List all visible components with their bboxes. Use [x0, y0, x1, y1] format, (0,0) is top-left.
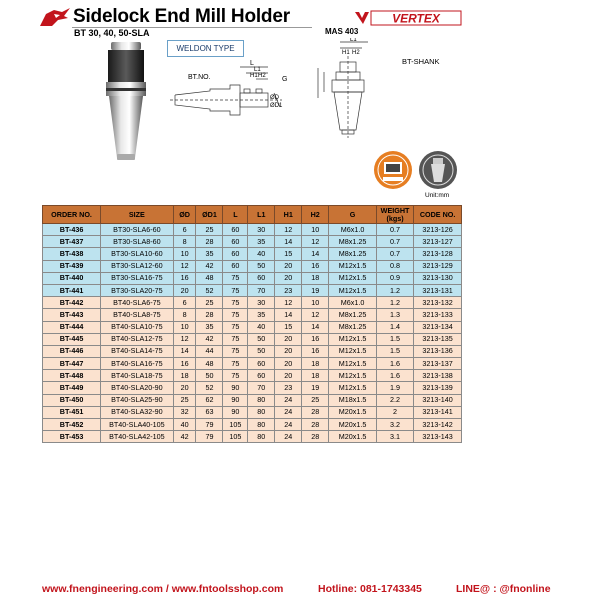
cell-od: 16: [173, 358, 196, 370]
unit-label: Unit:mm: [425, 192, 450, 199]
cell-h1: 15: [275, 248, 302, 260]
collet-unit-icon: [418, 150, 458, 190]
cell-g: M12x1.5: [329, 260, 377, 272]
cell-od: 10: [173, 248, 196, 260]
cell-l: 90: [223, 382, 248, 394]
table-row: [43, 272, 462, 284]
cell-h2: 18: [302, 272, 329, 284]
cell-order-no: BT-436: [43, 224, 101, 236]
cell-l: 75: [223, 345, 248, 357]
cell-h1: 20: [275, 358, 302, 370]
cell-h2: 19: [302, 284, 329, 296]
cell-od1: 35: [196, 321, 223, 333]
header-weight: WEIGHT (kgs): [376, 206, 413, 224]
page-subtitle: BT 30, 40, 50-SLA: [74, 28, 150, 38]
cell-code-no: 3213-137: [414, 358, 462, 370]
cell-code-no: 3213-135: [414, 333, 462, 345]
cell-weight: 0.9: [376, 272, 413, 284]
cell-l1: 35: [248, 236, 275, 248]
cell-size: BT40-SLA32-90: [101, 406, 174, 418]
cell-l: 60: [223, 248, 248, 260]
cell-order-no: BT-452: [43, 419, 101, 431]
table-row: [43, 236, 462, 248]
cell-h2: 16: [302, 333, 329, 345]
weldon-type-label: WELDON TYPE: [167, 40, 244, 57]
cell-od1: 79: [196, 431, 223, 443]
cell-order-no: BT-450: [43, 394, 101, 406]
cell-h2: 19: [302, 382, 329, 394]
header-g: G: [329, 206, 377, 224]
cell-od1: 25: [196, 297, 223, 309]
cell-g: M8x1.25: [329, 236, 377, 248]
cell-g: M6x1.0: [329, 224, 377, 236]
cell-weight: 1.2: [376, 284, 413, 296]
table-row: [43, 406, 462, 418]
cell-l: 90: [223, 394, 248, 406]
cell-l1: 30: [248, 224, 275, 236]
cell-h2: 12: [302, 236, 329, 248]
table-row: [43, 394, 462, 406]
cell-h2: 12: [302, 309, 329, 321]
cell-l: 75: [223, 272, 248, 284]
cell-h1: 15: [275, 321, 302, 333]
table-row: [43, 345, 462, 357]
cell-h2: 14: [302, 321, 329, 333]
cell-weight: 1.6: [376, 370, 413, 382]
header-h1: H1: [275, 206, 302, 224]
header-size: SIZE: [101, 206, 174, 224]
cell-h2: 10: [302, 224, 329, 236]
h1-label: H1: [250, 73, 258, 79]
h2-label: H2: [258, 73, 266, 79]
cell-od: 20: [173, 284, 196, 296]
cell-order-no: BT-442: [43, 297, 101, 309]
cell-od: 12: [173, 333, 196, 345]
cell-od1: 42: [196, 333, 223, 345]
cell-order-no: BT-444: [43, 321, 101, 333]
cell-l: 75: [223, 370, 248, 382]
table-row: [43, 297, 462, 309]
holder-photo: [95, 40, 170, 165]
table-row: [43, 309, 462, 321]
cell-l1: 70: [248, 382, 275, 394]
cell-weight: 1.9: [376, 382, 413, 394]
cell-od1: 28: [196, 309, 223, 321]
cell-od: 40: [173, 419, 196, 431]
cell-code-no: 3213-138: [414, 370, 462, 382]
bt-h2-label: H2: [352, 50, 360, 56]
cell-code-no: 3213-131: [414, 284, 462, 296]
cell-l1: 50: [248, 333, 275, 345]
cell-code-no: 3213-134: [414, 321, 462, 333]
cell-l1: 80: [248, 419, 275, 431]
weldon-section-drawing: [170, 55, 310, 145]
cell-size: BT40-SLA6-75: [101, 297, 174, 309]
cell-code-no: 3213-140: [414, 394, 462, 406]
bt-h1-label: H1: [342, 50, 350, 56]
cell-h1: 14: [275, 309, 302, 321]
cell-h2: 18: [302, 370, 329, 382]
header-l1: L1: [248, 206, 275, 224]
cell-l1: 60: [248, 272, 275, 284]
cell-od: 12: [173, 260, 196, 272]
cell-l1: 70: [248, 284, 275, 296]
cell-od: 25: [173, 394, 196, 406]
cell-g: M6x1.0: [329, 297, 377, 309]
table-row: [43, 358, 462, 370]
table-row: [43, 224, 462, 236]
cell-g: M20x1.5: [329, 406, 377, 418]
header-code-no: CODE NO.: [414, 206, 462, 224]
cell-size: BT30-SLA10-60: [101, 248, 174, 260]
cell-l1: 40: [248, 248, 275, 260]
od1-label: ØD1: [270, 103, 283, 109]
cell-od: 42: [173, 431, 196, 443]
cell-l1: 80: [248, 406, 275, 418]
cell-h1: 23: [275, 382, 302, 394]
cell-g: M8x1.25: [329, 309, 377, 321]
cell-g: M18x1.5: [329, 394, 377, 406]
cell-h1: 20: [275, 345, 302, 357]
table-header-row: [43, 206, 462, 224]
cell-code-no: 3213-139: [414, 382, 462, 394]
cell-weight: 2.2: [376, 394, 413, 406]
table-row: [43, 431, 462, 443]
table-row: [43, 382, 462, 394]
cell-h1: 24: [275, 419, 302, 431]
cell-h2: 10: [302, 297, 329, 309]
cell-g: M12x1.5: [329, 284, 377, 296]
cell-size: BT40-SLA20-90: [101, 382, 174, 394]
cell-code-no: 3213-136: [414, 345, 462, 357]
cell-l: 75: [223, 321, 248, 333]
cell-l1: 50: [248, 345, 275, 357]
cell-code-no: 3213-133: [414, 309, 462, 321]
cell-size: BT40-SLA10-75: [101, 321, 174, 333]
cell-l: 105: [223, 431, 248, 443]
cell-od1: 44: [196, 345, 223, 357]
cell-weight: 0.7: [376, 224, 413, 236]
cell-size: BT40-SLA12-75: [101, 333, 174, 345]
cell-h2: 16: [302, 260, 329, 272]
g-label: G: [282, 76, 288, 83]
cell-order-no: BT-447: [43, 358, 101, 370]
cell-od1: 52: [196, 284, 223, 296]
cell-size: BT40-SLA42-105: [101, 431, 174, 443]
cell-code-no: 3213-143: [414, 431, 462, 443]
od-label: ØD: [270, 95, 279, 101]
cell-l1: 60: [248, 358, 275, 370]
footer-line-id: LINE@ : @fnonline: [456, 583, 551, 595]
cell-l: 60: [223, 224, 248, 236]
cell-l: 75: [223, 284, 248, 296]
cell-weight: 0.7: [376, 248, 413, 260]
cell-weight: 1.4: [376, 321, 413, 333]
cell-od1: 52: [196, 382, 223, 394]
cell-order-no: BT-448: [43, 370, 101, 382]
cell-size: BT40-SLA40-105: [101, 419, 174, 431]
cell-h1: 12: [275, 297, 302, 309]
cell-size: BT30-SLA12-60: [101, 260, 174, 272]
cell-od: 16: [173, 272, 196, 284]
cell-weight: 1.6: [376, 358, 413, 370]
cell-h2: 18: [302, 358, 329, 370]
table-row: [43, 333, 462, 345]
cell-code-no: 3213-142: [414, 419, 462, 431]
table-row: [43, 370, 462, 382]
cell-h1: 14: [275, 236, 302, 248]
cell-g: M12x1.5: [329, 333, 377, 345]
cell-od: 14: [173, 345, 196, 357]
cell-weight: 1.2: [376, 297, 413, 309]
cell-size: BT40-SLA25-90: [101, 394, 174, 406]
cell-h2: 14: [302, 248, 329, 260]
header-od: ØD: [173, 206, 196, 224]
cell-od: 8: [173, 236, 196, 248]
cell-size: BT30-SLA6-60: [101, 224, 174, 236]
cell-od: 20: [173, 382, 196, 394]
cell-size: BT30-SLA8-60: [101, 236, 174, 248]
cell-h1: 12: [275, 224, 302, 236]
cell-h1: 23: [275, 284, 302, 296]
cell-order-no: BT-439: [43, 260, 101, 272]
cell-l: 60: [223, 260, 248, 272]
cell-l1: 60: [248, 370, 275, 382]
cell-order-no: BT-451: [43, 406, 101, 418]
header-order-no: ORDER NO.: [43, 206, 101, 224]
table-row: [43, 419, 462, 431]
cell-g: M12x1.5: [329, 382, 377, 394]
standard-label: MAS 403: [325, 27, 359, 36]
cell-g: M12x1.5: [329, 358, 377, 370]
cell-size: BT40-SLA18-75: [101, 370, 174, 382]
cell-code-no: 3213-132: [414, 297, 462, 309]
bt-shank-label: BT-SHANK: [402, 57, 440, 66]
cell-g: M8x1.25: [329, 248, 377, 260]
l-label: L: [250, 60, 254, 67]
eagle-logo-icon: [40, 8, 70, 28]
cell-g: M8x1.25: [329, 321, 377, 333]
cell-od1: 62: [196, 394, 223, 406]
header-l: L: [223, 206, 248, 224]
cell-h1: 24: [275, 406, 302, 418]
cell-h2: 28: [302, 406, 329, 418]
cell-weight: 0.8: [376, 260, 413, 272]
l1-label: L1: [254, 67, 261, 73]
specs-table: [42, 205, 462, 443]
cell-order-no: BT-445: [43, 333, 101, 345]
header-od1: ØD1: [196, 206, 223, 224]
cell-l1: 35: [248, 309, 275, 321]
cell-order-no: BT-440: [43, 272, 101, 284]
cell-code-no: 3213-128: [414, 248, 462, 260]
cell-weight: 3.1: [376, 431, 413, 443]
cell-order-no: BT-453: [43, 431, 101, 443]
cell-size: BT30-SLA16-75: [101, 272, 174, 284]
cell-g: M20x1.5: [329, 419, 377, 431]
cell-code-no: 3213-126: [414, 224, 462, 236]
cell-od: 6: [173, 224, 196, 236]
cell-l1: 30: [248, 297, 275, 309]
cell-weight: 0.7: [376, 236, 413, 248]
cell-size: BT40-SLA16-75: [101, 358, 174, 370]
table-row: [43, 284, 462, 296]
cell-g: M12x1.5: [329, 272, 377, 284]
table-row: [43, 260, 462, 272]
cell-od1: 50: [196, 370, 223, 382]
bt-shank-drawing: [310, 38, 450, 138]
cell-h2: 25: [302, 394, 329, 406]
cell-weight: 3.2: [376, 419, 413, 431]
cell-code-no: 3213-141: [414, 406, 462, 418]
cell-code-no: 3213-130: [414, 272, 462, 284]
cell-od: 32: [173, 406, 196, 418]
cell-l1: 80: [248, 431, 275, 443]
cell-order-no: BT-438: [43, 248, 101, 260]
cell-order-no: BT-441: [43, 284, 101, 296]
cell-l: 75: [223, 358, 248, 370]
cell-l: 75: [223, 333, 248, 345]
cell-od1: 28: [196, 236, 223, 248]
cell-od: 10: [173, 321, 196, 333]
footer-websites[interactable]: www.fnengineering.com / www.fntoolsshop.com: [42, 583, 284, 595]
cell-l1: 80: [248, 394, 275, 406]
cell-order-no: BT-449: [43, 382, 101, 394]
cell-weight: 1.5: [376, 345, 413, 357]
bt-l1-label: L1: [350, 38, 357, 43]
cell-od1: 25: [196, 224, 223, 236]
vertex-brand-logo: [355, 10, 465, 26]
cell-h1: 24: [275, 431, 302, 443]
bt-no-label: BT.NO.: [188, 74, 211, 81]
cell-od1: 48: [196, 358, 223, 370]
table-row: [43, 321, 462, 333]
cell-h1: 20: [275, 272, 302, 284]
cell-od1: 42: [196, 260, 223, 272]
cell-weight: 2: [376, 406, 413, 418]
cell-od1: 79: [196, 419, 223, 431]
cell-h2: 28: [302, 431, 329, 443]
cell-g: M12x1.5: [329, 345, 377, 357]
cell-g: M20x1.5: [329, 431, 377, 443]
header-h2: H2: [302, 206, 329, 224]
cell-l: 90: [223, 406, 248, 418]
cell-l1: 40: [248, 321, 275, 333]
cell-size: BT40-SLA14-75: [101, 345, 174, 357]
page-title: Sidelock End Mill Holder: [73, 6, 290, 27]
cell-od1: 63: [196, 406, 223, 418]
cell-l: 75: [223, 297, 248, 309]
cell-od1: 35: [196, 248, 223, 260]
cell-h2: 16: [302, 345, 329, 357]
table-row: [43, 248, 462, 260]
cell-l1: 50: [248, 260, 275, 272]
footer-hotline: Hotline: 081-1743345: [318, 583, 422, 595]
cell-od: 8: [173, 309, 196, 321]
cell-weight: 1.5: [376, 333, 413, 345]
cell-h1: 20: [275, 370, 302, 382]
cell-l: 60: [223, 236, 248, 248]
cell-h1: 20: [275, 260, 302, 272]
cell-h1: 20: [275, 333, 302, 345]
cell-code-no: 3213-129: [414, 260, 462, 272]
cell-h2: 28: [302, 419, 329, 431]
cell-g: M12x1.5: [329, 370, 377, 382]
cell-order-no: BT-443: [43, 309, 101, 321]
cell-od: 6: [173, 297, 196, 309]
cell-od: 18: [173, 370, 196, 382]
cell-size: BT30-SLA20-75: [101, 284, 174, 296]
cell-order-no: BT-437: [43, 236, 101, 248]
brand-name: VERTEX: [392, 11, 440, 26]
accuracy-icon: [373, 150, 413, 190]
cell-l: 75: [223, 309, 248, 321]
cell-order-no: BT-446: [43, 345, 101, 357]
cell-od1: 48: [196, 272, 223, 284]
cell-h1: 24: [275, 394, 302, 406]
cell-l: 105: [223, 419, 248, 431]
cell-weight: 1.3: [376, 309, 413, 321]
cell-code-no: 3213-127: [414, 236, 462, 248]
cell-size: BT40-SLA8-75: [101, 309, 174, 321]
